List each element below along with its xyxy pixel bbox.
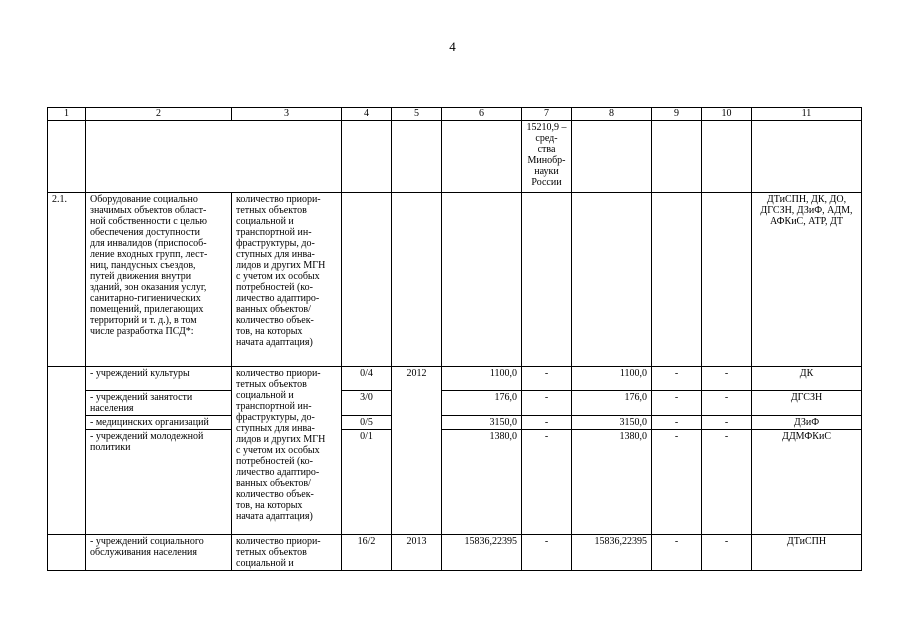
table-row <box>48 193 862 367</box>
executor-cell: ДДМФКиС <box>752 430 862 535</box>
count-cell: 3/0 <box>342 391 392 416</box>
amount-cell: 1380,0 <box>442 430 522 535</box>
cell: - <box>702 367 752 391</box>
table-row <box>48 367 862 391</box>
cell <box>342 193 392 367</box>
header-cell: 3 <box>232 108 342 121</box>
cell <box>442 193 522 367</box>
amount-cell: 3150,0 <box>572 416 652 430</box>
cell <box>48 535 86 571</box>
continuation-row <box>48 121 862 193</box>
page-number: 4 <box>449 39 456 54</box>
executors-cell: ДТиСПН, ДК, ДО, ДГСЗН, ДЗиФ, АДМ, АФКиС, АТР, ДТ <box>752 193 862 367</box>
cell: - <box>652 416 702 430</box>
cell <box>442 121 522 193</box>
amount-cell: 176,0 <box>572 391 652 416</box>
item-name: - медицинских организаций <box>86 416 232 430</box>
cell <box>652 193 702 367</box>
indicator-cell: количество приори- тетных объектов социальной и транспортной ин- фраструктуры, до- ступных для инва- лидов и других МГН с учетом их особых потребностей (ко- личество адаптиро- ванных объектов/ количество объек- тов, на которых начата адаптация) <box>232 367 342 535</box>
amount-cell: 1380,0 <box>572 430 652 535</box>
cell <box>86 121 342 193</box>
count-cell: 0/5 <box>342 416 392 430</box>
item-name: - учреждений социального обслуживания населения <box>86 535 232 571</box>
cell <box>752 121 862 193</box>
header-cell: 1 <box>48 108 86 121</box>
cell: - <box>702 416 752 430</box>
header-cell: 10 <box>702 108 752 121</box>
header-cell: 4 <box>342 108 392 121</box>
cell <box>702 121 752 193</box>
cell: - <box>702 430 752 535</box>
header-cell: 11 <box>752 108 862 121</box>
amount-cell: 15836,22395 <box>572 535 652 571</box>
header-cell: 9 <box>652 108 702 121</box>
count-cell: 0/1 <box>342 430 392 535</box>
executor-cell: ДК <box>752 367 862 391</box>
header-row <box>48 108 862 121</box>
cell: - <box>652 535 702 571</box>
header-cell: 7 <box>522 108 572 121</box>
year-cell: 2013 <box>392 535 442 571</box>
table-row <box>48 535 862 571</box>
count-cell: 16/2 <box>342 535 392 571</box>
item-number: 2.1. <box>48 193 86 367</box>
cell: - <box>522 535 572 571</box>
cell: - <box>652 391 702 416</box>
executor-cell: ДЗиФ <box>752 416 862 430</box>
cell <box>652 121 702 193</box>
item-name: - учреждений занятости населения <box>86 391 232 416</box>
header-cell: 5 <box>392 108 442 121</box>
year-cell: 2012 <box>392 367 442 535</box>
table-row <box>48 391 862 416</box>
amount-cell: 176,0 <box>442 391 522 416</box>
cell: - <box>522 430 572 535</box>
cell <box>392 121 442 193</box>
cell: - <box>652 367 702 391</box>
indicator-cell: количество приори- тетных объектов социальной и <box>232 535 342 571</box>
amount-cell: 3150,0 <box>442 416 522 430</box>
cell: - <box>522 416 572 430</box>
funding-source-cell: 15210,9 – сред- ства Минобр- науки России <box>522 121 572 193</box>
program-table <box>47 107 862 571</box>
cell <box>342 121 392 193</box>
executor-cell: ДГСЗН <box>752 391 862 416</box>
table-row <box>48 416 862 430</box>
count-cell: 0/4 <box>342 367 392 391</box>
header-cell: 8 <box>572 108 652 121</box>
item-name: - учреждений молодежной политики <box>86 430 232 535</box>
cell: - <box>522 391 572 416</box>
executor-cell: ДТиСПН <box>752 535 862 571</box>
item-name: Оборудование социально значимых объектов област- ной собственности с целью обеспечения доступности для инвалидов (приспособ- ление входных групп, лест- ниц, пандусных съездов, путей движения внутри зданий, зон оказания услуг, санитарно-гигиенических помещений, прилегающих территорий и т. д.), в том числе разработка ПСД*: <box>86 193 232 367</box>
item-name: - учреждений культуры <box>86 367 232 391</box>
cell <box>702 193 752 367</box>
indicator-cell: количество приори- тетных объектов социальной и транспортной ин- фраструктуры, до- ступных для инва- лидов и других МГН с учетом их особых потребностей (ко- личество адаптиро- ванных объектов/ количество объек- тов, на которых начата адаптация) <box>232 193 342 367</box>
cell <box>392 193 442 367</box>
cell <box>48 121 86 193</box>
amount-cell: 15836,22395 <box>442 535 522 571</box>
cell <box>572 121 652 193</box>
amount-cell: 1100,0 <box>572 367 652 391</box>
header-cell: 2 <box>86 108 232 121</box>
amount-cell: 1100,0 <box>442 367 522 391</box>
cell <box>48 367 86 535</box>
cell: - <box>652 430 702 535</box>
table-row <box>48 430 862 535</box>
header-cell: 6 <box>442 108 522 121</box>
cell <box>522 193 572 367</box>
cell: - <box>522 367 572 391</box>
cell <box>572 193 652 367</box>
cell: - <box>702 391 752 416</box>
cell: - <box>702 535 752 571</box>
